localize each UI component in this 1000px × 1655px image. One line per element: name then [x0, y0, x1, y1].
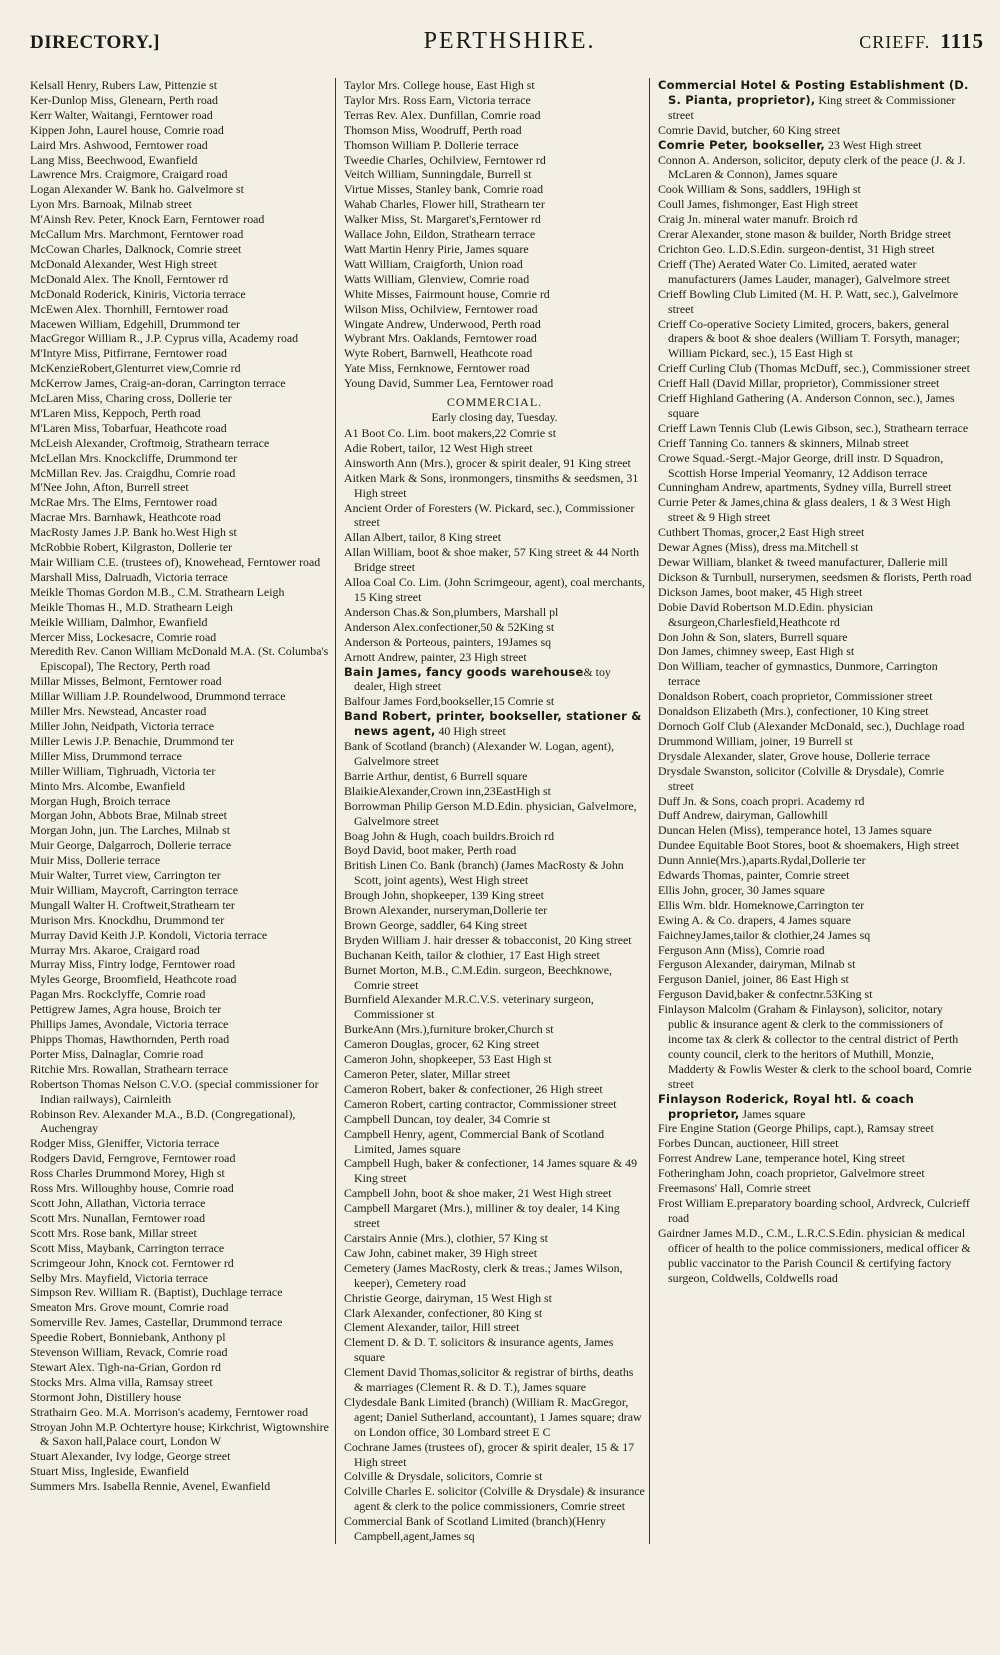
- directory-entry: Taylor Mrs. Ross Earn, Victoria terrace: [344, 92, 531, 107]
- directory-entry: Walker Miss, St. Margaret's,Ferntower rd: [344, 212, 541, 227]
- directory-entry-bold: Finlayson Roderick, Royal htl. & coach proprietor, James square: [658, 1091, 915, 1121]
- directory-entry: Morgan John, Abbots Brae, Milnab street: [30, 808, 227, 823]
- directory-entry: Dewar Agnes (Miss), dress ma.Mitchell st: [658, 540, 859, 555]
- directory-entry: Watt Martin Henry Pirie, James square: [344, 241, 529, 256]
- directory-entry: Cochrane James (trustees of), grocer & spirit dealer, 15 & 17 High street: [344, 1439, 635, 1469]
- directory-entry: Campbell Duncan, toy dealer, 34 Comrie st: [344, 1111, 551, 1126]
- directory-entry: McMillan Rev. Jas. Craigdhu, Comrie road: [30, 465, 236, 480]
- directory-entry: Taylor Mrs. College house, East High st: [344, 78, 535, 92]
- directory-entry: Miller William, Tighruadh, Victoria ter: [30, 763, 216, 778]
- directory-entry: Ellis John, grocer, 30 James square: [658, 882, 825, 897]
- directory-entry: McDonald Roderick, Kiniris, Victoria terrace: [30, 286, 246, 301]
- directory-entry: Lang Miss, Beechwood, Ewanfield: [30, 152, 198, 167]
- directory-entry: M'Ainsh Rev. Peter, Knock Earn, Ferntower road: [30, 212, 265, 227]
- directory-entry: Wingate Andrew, Underwood, Perth road: [344, 316, 541, 331]
- directory-entry: Ritchie Mrs. Rowallan, Strathearn terrace: [30, 1061, 229, 1076]
- directory-entry: Thomson William P. Dollerie terrace: [344, 137, 519, 152]
- directory-entry: Miller Mrs. Newstead, Ancaster road: [30, 704, 207, 719]
- directory-entry: MacRosty James J.P. Bank ho.West High st: [30, 525, 237, 540]
- directory-entry: Ferguson David,baker & confectnr.53King st: [658, 987, 873, 1002]
- directory-entry: Meikle William, Dalmhor, Ewanfield: [30, 614, 208, 629]
- directory-entry: M'Laren Miss, Keppoch, Perth road: [30, 405, 201, 420]
- directory-entry: Lawrence Mrs. Craigmore, Craigard road: [30, 167, 228, 182]
- directory-entry: Clement D. & D. T. solicitors & insurance agents, James square: [344, 1335, 614, 1365]
- directory-entry: McDonald Alexander, West High street: [30, 256, 217, 271]
- page-number: 1115: [940, 29, 984, 53]
- directory-entry: Crieff Tanning Co. tanners & skinners, Milnab street: [658, 435, 909, 450]
- directory-entry: Gairdner James M.D., C.M., L.R.C.S.Edin. physician & medical officer of health to the police commissioners, medical officer & public vaccinator to the Parish Council & certifying factory surgeon, Coldwells, Coldwells road: [658, 1225, 971, 1285]
- directory-entry: Commercial Bank of Scotland Limited (branch)(Henry Campbell,agent,James sq: [344, 1514, 606, 1544]
- directory-entry: Stuart Miss, Ingleside, Ewanfield: [30, 1464, 189, 1479]
- directory-entry: Veitch William, Sunningdale, Burrell st: [344, 167, 532, 182]
- directory-entry: Anderson & Porteous, painters, 19James sq: [344, 634, 552, 649]
- directory-entry: Muir William, Maycroft, Carrington terrace: [30, 882, 238, 897]
- directory-entry: Kippen John, Laurel house, Comrie road: [30, 122, 224, 137]
- directory-entry: Marshall Miss, Dalruadh, Victoria terrace: [30, 569, 228, 584]
- directory-entry: Boag John & Hugh, coach buildrs.Broich rd: [344, 828, 555, 843]
- directory-entry: Wilson Miss, Ochilview, Ferntower road: [344, 301, 538, 316]
- directory-entry: Selby Mrs. Mayfield, Victoria terrace: [30, 1270, 209, 1285]
- directory-entry: Murray Miss, Fintry lodge, Ferntower road: [30, 957, 236, 972]
- directory-entry: Meikle Thomas H., M.D. Strathearn Leigh: [30, 599, 233, 614]
- directory-columns: [30, 78, 984, 1544]
- directory-entry: Don William, teacher of gymnastics, Dunmore, Carrington terrace: [658, 659, 938, 689]
- directory-entry: Aitken Mark & Sons, ironmongers, tinsmiths & seedsmen, 31 High street: [344, 470, 639, 500]
- directory-entry: Robinson Rev. Alexander M.A., B.D. (Congregational), Auchengray: [30, 1106, 296, 1136]
- directory-entry: Duff Andrew, dairyman, Gallowhill: [658, 808, 828, 823]
- directory-entry: Burnet Morton, M.B., C.M.Edin. surgeon, Beechknowe, Comrie street: [344, 962, 612, 992]
- directory-entry: Borrowman Philip Gerson M.D.Edin. physician, Galvelmore, Galvelmore street: [344, 798, 637, 828]
- directory-entry: Anderson Chas.& Son,plumbers, Marshall pl: [344, 604, 559, 619]
- directory-entry: Comrie David, butcher, 60 King street: [658, 122, 841, 137]
- directory-entry: Miller Lewis J.P. Benachie, Drummond ter: [30, 733, 235, 748]
- directory-entry: Yate Miss, Fernknowe, Ferntower road: [344, 361, 530, 376]
- section-note: Early closing day, Tuesday.: [431, 412, 558, 425]
- directory-entry: Robertson Thomas Nelson C.V.O. (special commissioner for Indian railways), Cairnleith: [30, 1076, 319, 1106]
- directory-entry: Scott Mrs. Rose bank, Millar street: [30, 1225, 197, 1240]
- directory-entry: Dickson James, boot maker, 45 High street: [658, 584, 863, 599]
- directory-entry: Wyte Robert, Barnwell, Heathcote road: [344, 346, 533, 361]
- directory-entry: Ellis Wm. bldr. Homeknowe,Carrington ter: [658, 897, 865, 912]
- directory-entry: Crieff (The) Aerated Water Co. Limited, aerated water manufacturers (James Lauder, manager), Galvelmore street: [658, 256, 950, 286]
- directory-entry: Anderson Alex.confectioner,50 & 52King st: [344, 619, 555, 634]
- directory-entry: Thomson Miss, Woodruff, Perth road: [344, 122, 522, 137]
- directory-entry: British Linen Co. Bank (branch) (James MacRosty & John Scott, joint agents), West High street: [344, 858, 624, 888]
- directory-entry: Ross Charles Drummond Morey, High st: [30, 1166, 225, 1181]
- directory-entry: Crieff Bowling Club Limited (M. H. P. Watt, sec.), Galvelmore street: [658, 286, 959, 316]
- directory-entry: Ferguson Daniel, joiner, 86 East High st: [658, 972, 849, 987]
- directory-entry: Balfour James Ford,bookseller,15 Comrie st: [344, 694, 555, 709]
- directory-entry: Minto Mrs. Alcombe, Ewanfield: [30, 778, 185, 793]
- directory-entry: Meredith Rev. Canon William McDonald M.A. (St. Columba's Episcopal), The Rectory, Perth road: [30, 644, 329, 674]
- directory-entry: M'Nee John, Afton, Burrell street: [30, 480, 189, 495]
- directory-entry: Crowe Squad.-Sergt.-Major George, drill instr. D Squadron, Scottish Horse Imperial Yeomanry, 12 Addison terrace: [658, 450, 944, 480]
- directory-entry: Ker-Dunlop Miss, Glenearn, Perth road: [30, 92, 218, 107]
- directory-entry: McRobbie Robert, Kilgraston, Dollerie ter: [30, 540, 233, 555]
- directory-entry: A1 Boot Co. Lim. boot makers,22 Comrie st: [344, 426, 557, 441]
- directory-entry: Brown George, saddler, 64 King street: [344, 917, 528, 932]
- directory-entry: McRae Mrs. The Elms, Ferntower road: [30, 495, 218, 510]
- directory-entry: Colville Charles E. solicitor (Colville & Drysdale) & insurance agent & clerk to the police commissioners, Comrie street: [344, 1484, 645, 1514]
- directory-entry: Kelsall Henry, Rubers Law, Pittenzie st: [30, 78, 218, 92]
- directory-entry: FaichneyJames,tailor & clothier,24 James sq: [658, 927, 871, 942]
- directory-entry: Currie Peter & James,china & glass dealers, 1 & 3 West High street & 9 High street: [658, 495, 951, 525]
- directory-entry: Crieff Highland Gathering (A. Anderson Connon, sec.), James square: [658, 391, 955, 420]
- directory-entry: White Misses, Fairmount house, Comrie rd: [344, 286, 550, 301]
- directory-entry: Connon A. Anderson, solicitor, deputy clerk of the peace (J. & J. McLaren & Connon), James square: [658, 152, 966, 182]
- directory-entry: Ancient Order of Foresters (W. Pickard, sec.), Commissioner street: [344, 500, 635, 530]
- directory-entry: Cameron Robert, carting contractor, Commissioner street: [344, 1096, 617, 1111]
- directory-entry: Stuart Alexander, Ivy lodge, George street: [30, 1449, 231, 1464]
- directory-entry: Laird Mrs. Ashwood, Ferntower road: [30, 137, 208, 152]
- directory-entry: Dickson & Turnbull, nurserymen, seedsmen & florists, Perth road: [658, 569, 972, 584]
- directory-entry: Virtue Misses, Stanley bank, Comrie road: [344, 182, 544, 197]
- directory-entry-bold: Comrie Peter, bookseller, 23 West High street: [658, 137, 922, 152]
- directory-entry: Drysdale Alexander, slater, Grove house, Dollerie terrace: [658, 748, 931, 763]
- directory-entry: Ferguson Ann (Miss), Comrie road: [658, 942, 825, 957]
- directory-entry: Cameron John, shopkeeper, 53 East High st: [344, 1052, 552, 1067]
- directory-entry: Ferguson Alexander, dairyman, Milnab st: [658, 957, 856, 972]
- directory-entry: McLaren Miss, Charing cross, Dollerie ter: [30, 391, 232, 406]
- directory-entry: Tweedie Charles, Ochilview, Ferntower rd: [344, 152, 546, 167]
- directory-entry: Cameron Douglas, grocer, 62 King street: [344, 1037, 540, 1052]
- directory-entry: Stroyan John M.P. Ochtertyre house; Kirkchrist, Wigtownshire & Saxon hall,Palace court, London W: [30, 1419, 329, 1449]
- directory-entry: M'Laren Miss, Tobarfuar, Heathcote road: [30, 420, 227, 435]
- header-county-title: PERTHSHIRE.: [423, 28, 596, 54]
- directory-entry: Crieff Hall (David Millar, proprietor), Commissioner street: [658, 376, 940, 391]
- directory-entry: Bryden William J. hair dresser & tobacconist, 20 King street: [344, 932, 632, 947]
- directory-entry: Campbell Henry, agent, Commercial Bank of Scotland Limited, James square: [344, 1126, 605, 1156]
- directory-entry: Myles George, Broomfield, Heathcote road: [30, 972, 237, 987]
- directory-entry: BlaikieAlexander,Crown inn,23EastHigh st: [344, 783, 551, 798]
- directory-entry: Murison Mrs. Knockdhu, Drummond ter: [30, 912, 225, 927]
- directory-entry: Campbell John, boot & shoe maker, 21 West High street: [344, 1186, 612, 1201]
- directory-entry: Donaldson Elizabeth (Mrs.), confectioner, 10 King street: [658, 704, 929, 719]
- directory-entry: Wybrant Mrs. Oaklands, Ferntower road: [344, 331, 537, 346]
- directory-entry: Ainsworth Ann (Mrs.), grocer & spirit dealer, 91 King street: [344, 455, 631, 470]
- directory-entry: McLellan Mrs. Knockcliffe, Drummond ter: [30, 450, 238, 465]
- directory-entry: Allan William, boot & shoe maker, 57 King street & 44 North Bridge street: [344, 545, 640, 575]
- directory-entry: Dunn Annie(Mrs.),aparts.Rydal,Dollerie ter: [658, 853, 866, 868]
- directory-entry: Arnott Andrew, painter, 23 High street: [344, 649, 527, 664]
- directory-entry: Brown Alexander, nurseryman,Dollerie ter: [344, 903, 548, 918]
- directory-entry: Bank of Scotland (branch) (Alexander W. Logan, agent), Galvelmore street: [344, 739, 615, 768]
- directory-entry: Cunningham Andrew, apartments, Sydney villa, Burrell street: [658, 480, 952, 495]
- directory-entry: Logan Alexander W. Bank ho. Galvelmore st: [30, 182, 244, 197]
- directory-entry: Clydesdale Bank Limited (branch) (William R. MacGregor, agent; Daniel Sutherland, accountant), 1 James square; draw on London office, 30 Lombard street E C: [344, 1394, 642, 1439]
- directory-entry: Somerville Rev. James, Castellar, Drummond terrace: [30, 1315, 283, 1330]
- directory-entry: McKerrow James, Craig-an-doran, Carrington terrace: [30, 376, 286, 391]
- directory-entry: Craig Jn. mineral water manufr. Broich rd: [658, 212, 858, 227]
- directory-entry: Muir George, Dalgarroch, Dollerie terrace: [30, 838, 232, 853]
- directory-entry: Carstairs Annie (Mrs.), clothier, 57 King st: [344, 1230, 548, 1245]
- directory-entry: Morgan Hugh, Broich terrace: [30, 793, 171, 808]
- directory-entry: Wahab Charles, Flower hill, Strathearn ter: [344, 197, 545, 212]
- directory-entry: Christie George, dairyman, 15 West High st: [344, 1290, 552, 1305]
- directory-entry: Forrest Andrew Lane, temperance hotel, King street: [658, 1151, 905, 1166]
- directory-entry: Young David, Summer Lea, Ferntower road: [344, 376, 554, 391]
- column-3: [658, 78, 976, 1544]
- directory-entry: Miller Miss, Drummond terrace: [30, 748, 182, 763]
- directory-entry: Stevenson William, Revack, Comrie road: [30, 1345, 228, 1360]
- directory-entry: Phillips James, Avondale, Victoria terrace: [30, 1017, 229, 1032]
- directory-entry: Frost William E.preparatory boarding school, Ardvreck, Culcrieff road: [658, 1195, 970, 1225]
- directory-entry: Macewen William, Edgehill, Drummond ter: [30, 316, 240, 331]
- directory-entry: Ross Mrs. Willoughby house, Comrie road: [30, 1181, 234, 1196]
- directory-entry: Watts William, Glenview, Comrie road: [344, 271, 530, 286]
- directory-entry: Forbes Duncan, auctioneer, Hill street: [658, 1136, 839, 1151]
- directory-entry: Crerar Alexander, stone mason & builder, North Bridge street: [658, 227, 951, 242]
- directory-entry: Scrimgeour John, Knock cot. Ferntower rd: [30, 1255, 234, 1270]
- directory-entry: Clement Alexander, tailor, Hill street: [344, 1320, 520, 1335]
- directory-entry: Caw John, cabinet maker, 39 High street: [344, 1245, 538, 1260]
- directory-entry: McLeish Alexander, Croftmoig, Strathearn terrace: [30, 435, 270, 450]
- directory-entry: Don James, chimney sweep, East High st: [658, 644, 855, 659]
- directory-entry: Simpson Rev. William R. (Baptist), Duchlage terrace: [30, 1285, 283, 1300]
- directory-entry: Speedie Robert, Bonniebank, Anthony pl: [30, 1330, 226, 1345]
- directory-entry: Don John & Son, slaters, Burrell square: [658, 629, 848, 644]
- directory-entry: Crichton Geo. L.D.S.Edin. surgeon-dentist, 31 High street: [658, 241, 935, 256]
- directory-entry: M'Intyre Miss, Pitfirrane, Ferntower road: [30, 346, 227, 361]
- directory-entry: Rodgers David, Ferngrove, Ferntower road: [30, 1151, 236, 1166]
- directory-entry: Millar William J.P. Roundelwood, Drummond terrace: [30, 689, 286, 704]
- directory-entry: Colville & Drysdale, solicitors, Comrie st: [344, 1469, 543, 1484]
- directory-entry: Donaldson Robert, coach proprietor, Commissioner street: [658, 689, 933, 704]
- directory-entry: McDonald Alex. The Knoll, Ferntower rd: [30, 271, 229, 286]
- directory-entry: Fire Engine Station (George Philips, capt.), Ramsay street: [658, 1121, 934, 1136]
- directory-entry: Scott Miss, Maybank, Carrington terrace: [30, 1240, 225, 1255]
- directory-entry: Adie Robert, tailor, 12 West High street: [344, 440, 533, 455]
- directory-entry: McCowan Charles, Dalknock, Comrie street: [30, 241, 242, 256]
- directory-entry: Alloa Coal Co. Lim. (John Scrimgeour, agent), coal merchants, 15 King street: [344, 575, 646, 604]
- section-heading: COMMERCIAL.: [446, 395, 543, 410]
- directory-entry: McCallum Mrs. Marchmont, Ferntower road: [30, 227, 244, 242]
- directory-entry: Dewar William, blanket & tweed manufacturer, Dallerie mill: [658, 555, 948, 569]
- column-1: [30, 78, 336, 1544]
- directory-entry: Cemetery (James MacRosty, clerk & treas.; James Wilson, keeper), Cemetery road: [344, 1260, 623, 1290]
- directory-entry: Meikle Thomas Gordon M.B., C.M. Strathearn Leigh: [30, 584, 285, 599]
- directory-entry: MacGregor William R., J.P. Cyprus villa, Academy road: [30, 331, 299, 346]
- directory-entry-bold: Commercial Hotel & Posting Establishment (D. S. Pianta, proprietor), King street & Commissioner street: [658, 78, 969, 122]
- directory-entry: McEwen Alex. Thornhill, Ferntower road: [30, 301, 228, 316]
- directory-entry: Miller John, Neidpath, Victoria terrace: [30, 718, 214, 733]
- directory-entry: Barrie Arthur, dentist, 6 Burrell square: [344, 768, 528, 783]
- directory-entry: Millar Misses, Belmont, Ferntower road: [30, 674, 222, 689]
- directory-entry: Wallace John, Eildon, Strathearn terrace: [344, 227, 536, 242]
- directory-entry: Freemasons' Hall, Comrie street: [658, 1181, 811, 1196]
- directory-entry: Mercer Miss, Lockesacre, Comrie road: [30, 629, 217, 644]
- directory-entry: Dundee Equitable Boot Stores, boot & shoemakers, High street: [658, 838, 960, 853]
- page-header: [30, 28, 984, 66]
- directory-entry: Cameron Peter, slater, Millar street: [344, 1067, 511, 1081]
- directory-entry: Murray Mrs. Akaroe, Craigard road: [30, 942, 200, 957]
- directory-entry: McKenzieRobert,Glenturret view,Comrie rd: [30, 361, 241, 376]
- directory-entry: Duff Jn. & Sons, coach propri. Academy rd: [658, 793, 865, 808]
- directory-entry: Finlayson Malcolm (Graham & Finlayson), solicitor, notary public & insurance agent & clerk to the commissioners of income tax & clerk & collector to the central district of Perth county council, clerk to the heritors of Muthill, Monzie, Madderty & Fowlis Wester & clerk to the school board, Comrie street: [658, 1002, 972, 1091]
- directory-entry: Coull James, fishmonger, East High street: [658, 197, 858, 212]
- directory-entry: Fotheringham John, coach proprietor, Galvelmore street: [658, 1166, 925, 1181]
- directory-entry: Watt William, Craigforth, Union road: [344, 256, 523, 271]
- directory-entry: Muir Miss, Dollerie terrace: [30, 853, 161, 868]
- directory-entry: Edwards Thomas, painter, Comrie street: [658, 868, 850, 883]
- directory-entry: Stewart Alex. Tigh-na-Grian, Gordon rd: [30, 1359, 221, 1374]
- directory-entry-bold: Bain James, fancy goods warehouse& toy dealer, High street: [344, 664, 611, 694]
- directory-entry: Pettigrew James, Agra house, Broich ter: [30, 1002, 222, 1017]
- directory-entry: Duncan Helen (Miss), temperance hotel, 13 James square: [658, 823, 932, 838]
- directory-entry: Crieff Co-operative Society Limited, grocers, bakers, general drapers & boot & shoe dealers (William T. Forsyth, manager; William Pickard, sec.), 15 East High st: [658, 316, 960, 361]
- directory-entry: Muir Walter, Turret view, Carrington ter: [30, 868, 221, 883]
- directory-entry: Lyon Mrs. Barnoak, Milnab street: [30, 197, 192, 212]
- directory-entry: Drysdale Swanston, solicitor (Colville & Drysdale), Comrie street: [658, 763, 944, 793]
- directory-entry: Summers Mrs. Isabella Rennie, Avenel, Ewanfield: [30, 1479, 271, 1494]
- directory-entry: Buchanan Keith, tailor & clothier, 17 East High street: [344, 947, 600, 962]
- directory-entry: Phipps Thomas, Hawthornden, Perth road: [30, 1032, 230, 1046]
- directory-entry: Cook William & Sons, saddlers, 19High st: [658, 182, 861, 197]
- directory-entry: Scott Mrs. Nunallan, Ferntower road: [30, 1210, 206, 1225]
- directory-entry: Strathairn Geo. M.A. Morrison's academy, Ferntower road: [30, 1404, 309, 1419]
- directory-entry: Terras Rev. Alex. Dunfillan, Comrie road: [344, 107, 541, 122]
- directory-entry: Stormont John, Distillery house: [30, 1389, 182, 1404]
- directory-entry: Kerr Walter, Waitangi, Ferntower road: [30, 107, 213, 122]
- directory-entry: Burnfield Alexander M.R.C.V.S. veterinary surgeon, Commissioner st: [344, 992, 594, 1022]
- directory-entry: Dornoch Golf Club (Alexander McDonald, sec.), Duchlage road: [658, 718, 965, 733]
- directory-entry: Cameron Robert, baker & confectioner, 26 High street: [344, 1081, 603, 1096]
- directory-entry: Crieff Curling Club (Thomas McDuff, sec.), Commissioner street: [658, 361, 970, 376]
- directory-entry: Cuthbert Thomas, grocer,2 East High street: [658, 525, 865, 540]
- directory-entry: Campbell Hugh, baker & confectioner, 14 James square & 49 King street: [344, 1156, 638, 1186]
- directory-entry: Smeaton Mrs. Grove mount, Comrie road: [30, 1300, 229, 1315]
- directory-entry: Mungall Walter H. Croftweit,Strathearn ter: [30, 897, 235, 912]
- directory-entry: Ewing A. & Co. drapers, 4 James square: [658, 912, 851, 927]
- directory-entry: Scott John, Allathan, Victoria terrace: [30, 1195, 206, 1210]
- directory-entry: Morgan John, jun. The Larches, Milnab st: [30, 823, 231, 838]
- header-town: [859, 29, 984, 54]
- directory-entry: Campbell Margaret (Mrs.), milliner & toy dealer, 14 King street: [344, 1201, 620, 1231]
- directory-entry: Stocks Mrs. Alma villa, Ramsay street: [30, 1374, 213, 1389]
- directory-entry: Allan Albert, tailor, 8 King street: [344, 530, 502, 545]
- directory-entry: Dobie David Robertson M.D.Edin. physician &surgeon,Charlesfield,Heathcote rd: [658, 599, 873, 629]
- directory-entry: Rodger Miss, Gleniffer, Victoria terrace: [30, 1136, 220, 1151]
- directory-entry: BurkeAnn (Mrs.),furniture broker,Church st: [344, 1022, 554, 1037]
- directory-entry: Pagan Mrs. Rockclyffe, Comrie road: [30, 987, 206, 1002]
- directory-entry: Crieff Lawn Tennis Club (Lewis Gibson, sec.), Strathearn terrace: [658, 420, 969, 435]
- directory-entry: Murray David Keith J.P. Kondoli, Victoria terrace: [30, 927, 268, 942]
- directory-entry: Clement David Thomas,solicitor & registrar of births, deaths & marriages (Clement R. & D. T.), James square: [344, 1365, 634, 1395]
- directory-entry: Porter Miss, Dalnaglar, Comrie road: [30, 1046, 204, 1061]
- directory-entry: Boyd David, boot maker, Perth road: [344, 843, 517, 858]
- directory-entry: Clark Alexander, confectioner, 80 King st: [344, 1305, 543, 1320]
- directory-entry: Drummond William, joiner, 19 Burrell st: [658, 733, 853, 748]
- header-town-label: CRIEFF.: [859, 32, 931, 52]
- directory-entry: Mair William C.E. (trustees of), Knowehead, Ferntower road: [30, 555, 321, 569]
- header-section-label: DIRECTORY.]: [30, 32, 160, 53]
- directory-entry: Brough John, shopkeeper, 139 King street: [344, 888, 544, 903]
- directory-entry-bold: Band Robert, printer, bookseller, stationer & news agent, 40 High street: [344, 709, 642, 739]
- directory-entry: Macrae Mrs. Barnhawk, Heathcote road: [30, 510, 221, 525]
- column-2: [344, 78, 650, 1544]
